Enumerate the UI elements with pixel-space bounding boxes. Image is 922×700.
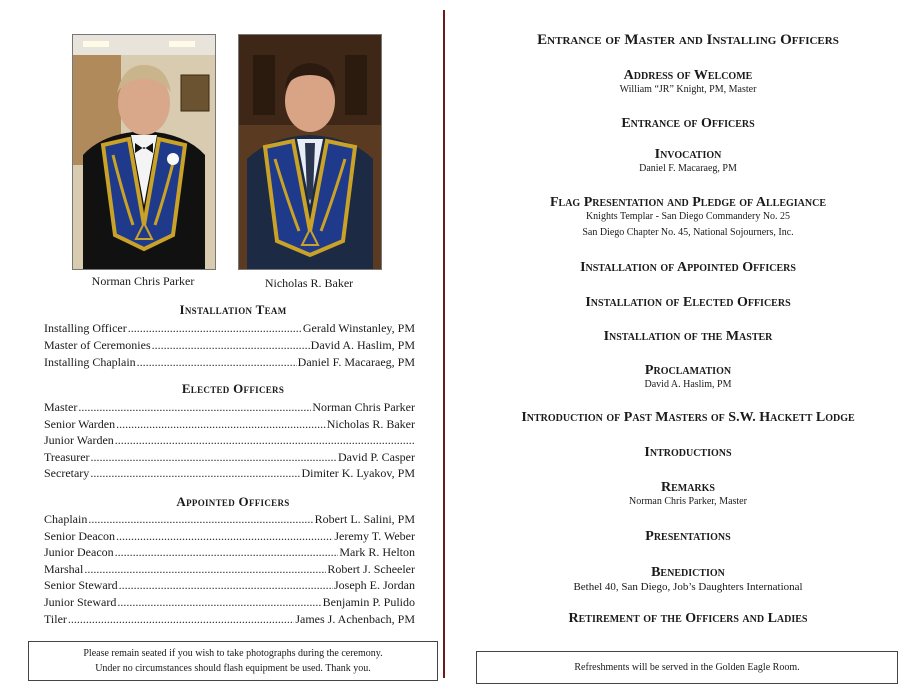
photo-notice-box [28,641,438,681]
officer-role: Treasurer [44,449,90,464]
program-item-title: Address of Welcome [623,68,753,83]
photo-notice-line1: Please remain seated if you wish to take photographs during the ceremony. [83,648,383,659]
officer-role: Installing Officer [44,321,127,335]
program-item-title: Proclamation [644,363,732,378]
officer-role: Chaplain [44,512,88,526]
officer-row [44,355,415,370]
officer-name: Gerald Winstanley, PM [302,321,415,335]
leader-dots [88,512,313,525]
elected-officers-title: Elected Officers [181,381,285,396]
officer-row [44,338,415,353]
program-item-detail: San Diego Chapter No. 45, National Sojourners, Inc. [582,227,794,238]
leader-dots [152,338,310,351]
officer-role: Senior Steward [44,578,118,593]
program-item-title: Benediction [651,565,725,580]
officer-name: Nicholas R. Baker [326,416,415,431]
officer-role: Secretary [44,466,90,480]
officer-row [44,400,415,415]
program-item-detail: Knights Templar - San Diego Commandery No. 25 [585,211,791,222]
officer-role: Tiler [44,611,67,626]
officer-row [44,417,415,432]
officer-name: Norman Chris Parker [312,400,415,414]
officer-row [44,466,415,481]
program-item-detail: William “JR” Knight, PM, Master [619,84,757,95]
officer-role: Senior Deacon [44,528,115,543]
officer-name: David A. Haslim, PM [310,338,415,352]
leader-dots [115,433,414,446]
refreshments-notice: Refreshments will be served in the Golden Eagle Room. [476,651,898,684]
leader-dots [115,545,339,558]
officer-name: Dimiter K. Lyakov, PM [301,466,415,480]
officer-row [44,562,415,577]
program-item-title: Flag Presentation and Pledge of Allegiance [549,195,827,210]
appointed-officers-title: Appointed Officers [176,494,290,509]
officer-name: David P. Casper [338,449,415,464]
program-item-title: Installation of Appointed Officers [580,260,796,275]
officer-role: Master of Ceremonies [44,338,151,352]
program-item-detail: Bethel 40, San Diego, Job’s Daughters International [573,581,803,593]
officer-row [44,512,415,527]
photo-notice-line2: Under no circumstances should flash equipment be used. Thank you. [95,663,371,674]
leader-dots [68,612,294,625]
officer-name: Robert J. Scheeler [327,561,415,576]
officer-row [44,450,415,465]
program-item-title: Remarks [660,480,715,495]
leader-dots [117,595,321,608]
leader-dots [128,321,302,334]
photo-nicholas-r-baker [238,34,382,270]
leader-dots [116,529,333,542]
officer-name: Benjamin P. Pulido [322,595,415,609]
program-item-detail: Daniel F. Macaraeg, PM [639,163,737,174]
officer-role: Junior Steward [44,595,117,609]
program-item-title: Entrance of Officers [621,116,755,131]
officer-role: Installing Chaplain [44,355,136,369]
officer-name: Jeremy T. Weber [334,528,415,543]
program-item-title: Installation of the Master [603,329,773,344]
leader-dots [137,355,297,368]
program-item-title: Introductions [644,445,732,460]
program-item-title: Entrance of Master and Installing Officers [537,32,839,48]
left-page [28,0,438,700]
officer-role: Junior Warden [44,433,114,447]
leader-dots [91,450,337,463]
installation-team-title: Installation Team [179,302,287,317]
leader-dots [119,578,333,591]
officer-role: Marshal [44,561,84,576]
officer-row [44,595,415,610]
leader-dots [78,400,311,413]
officer-row [44,612,415,627]
program-item-detail: David A. Haslim, PM [644,379,732,390]
officer-row [44,545,415,560]
leader-dots [116,417,326,430]
officer-row [44,578,415,593]
leader-dots [84,562,326,575]
photo-caption-left: Norman Chris Parker [91,274,195,288]
officer-name: James J. Achenbach, PM [295,611,415,626]
program-item-title: Installation of Elected Officers [585,295,791,310]
officer-row [44,321,415,336]
program-item-title: Introduction of Past Masters of S.W. Hackett Lodge [521,410,855,425]
officer-name: Joseph E. Jordan [334,578,415,593]
program-item-title: Presentations [645,529,731,544]
leader-dots [90,466,300,479]
officer-name: Daniel F. Macaraeg, PM [297,355,415,369]
program-item-title: Invocation [654,147,722,162]
officer-row [44,529,415,544]
right-page [460,0,916,700]
program-item-detail: Norman Chris Parker, Master [629,496,747,507]
officer-role: Senior Warden [44,416,116,431]
officer-name: Mark R. Helton [339,545,415,560]
photo-caption-right: Nicholas R. Baker [264,276,354,290]
officer-role: Master [44,400,78,414]
officer-row [44,433,415,448]
program-item-title: Retirement of the Officers and Ladies [568,611,808,626]
officer-role: Junior Deacon [44,545,114,560]
page-divider [443,10,445,678]
photo-norman-chris-parker [72,34,216,270]
officer-name: Robert L. Salini, PM [314,512,415,526]
